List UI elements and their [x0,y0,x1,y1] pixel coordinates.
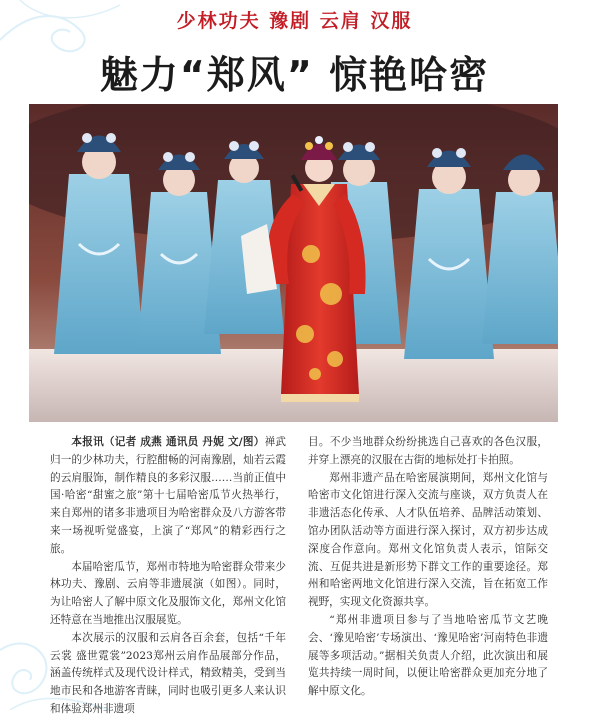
article-paragraph-2: 本届哈密瓜节，郑州市特地为哈密群众带来少林功夫、豫剧、云肩等非遗展演（如图）。同时，为让哈密人了解中原文化及服饰文化，郑州文化馆还特意在当地推出汉服展览。 [50,560,286,626]
article-paragraph-1: 本报讯（记者 成燕 通讯员 丹妮 文/图）禅武归一的少林功夫，行腔酣畅的河南豫剧，灿若云霞的云肩服饰，制作精良的多彩汉服……当前正值中国·哈密“甜蜜之旅”第十七届哈密瓜节火热举行，来自郑州的诸多非遗项目为哈密群众及八方游客带来一场视听觉盛宴，上演了“郑风”的精彩西行之旅。 [50,436,287,555]
article-paragraph-6: “郑州非遗项目参与了当地哈密瓜节文艺晚会、‘豫见哈密’专场演出、‘豫见哈密’河南特色非遗展等多项活动。”据相关负责人介绍，此次演出和展览共持续一周时间，以便让哈密群众更加充分地了解中原文化。 [308,613,548,698]
byline: 本报讯（记者 成燕 通讯员 丹妮 文/图） [71,436,265,448]
article-paragraph-4: 目。不少当地群众纷纷挑选自己喜欢的各色汉服，并穿上漂亮的汉服在古街的地标处打卡拍照。 [308,436,548,466]
article-column-right [308,434,548,701]
article-paragraph-5: 郑州非遗产品在哈密展演期间，郑州文化馆与哈密市文化馆进行深入交流与座谈，双方负责人在非遗活态化传承、人才队伍培养、品牌活动策划、馆办团队活动等方面进行深入探讨，双方初步达成深度合作意向。郑州文化馆负责人表示，馆际交流、互促共进是新形势下群文工作的重要途径。郑州和哈密两地文化馆进行深入交流，旨在拓宽工作视野，实现文化资源共享。 [308,471,548,609]
article-paragraph-3: 本次展示的汉服和云肩各百余套，包括“千年云裳 盛世霓裳”2023郑州云肩作品展部分作品，涵盖传统样式及现代设计样式，精致精美，受到当地市民和各地游客青睐，同时也吸引更多人来认识和体验郑州非遗项 [50,631,286,715]
page-title: 魅力“郑风” 惊艳哈密 [99,53,490,97]
performance-photo [29,104,558,422]
article-column-left [50,434,286,719]
kicker-subtitle: 少林功夫 豫剧 云肩 汉服 [176,10,413,32]
